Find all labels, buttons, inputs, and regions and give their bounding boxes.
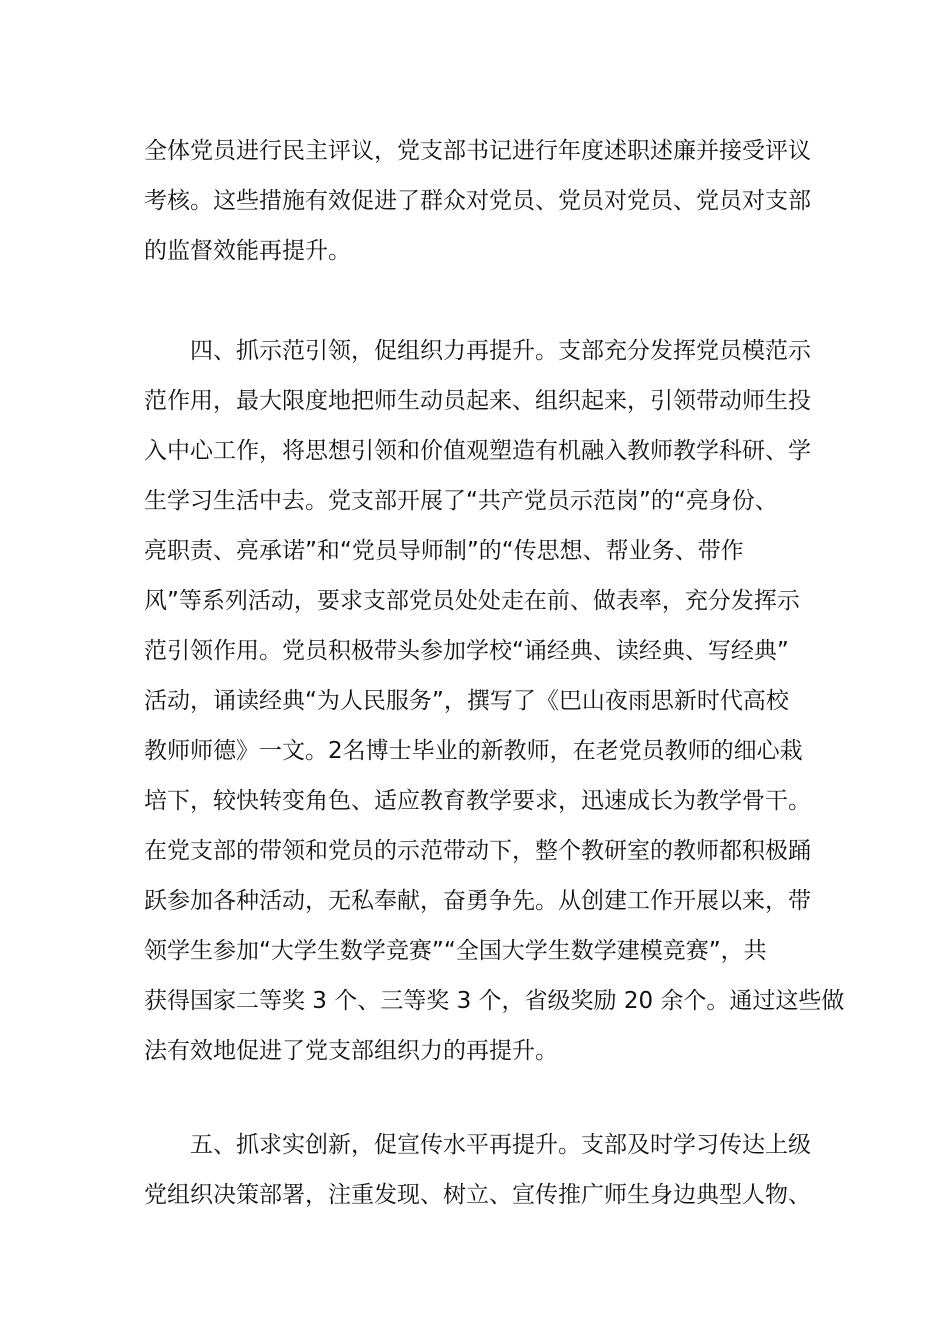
text-line: 的监督效能再提升。 bbox=[144, 238, 351, 264]
text-line: 范引领作用。党员积极带头参加学校“诵经典、读经典、写经典” bbox=[144, 638, 789, 664]
text-line: 党组织决策部署，注重发现、树立、宣传推广师生身边典型人物、 bbox=[144, 1182, 811, 1208]
text-line: 跃参加各种活动，无私奉献，奋勇争先。从创建工作开展以来，带 bbox=[144, 888, 811, 914]
text-line: 在党支部的带领和党员的示范带动下，整个教研室的教师都积极踊 bbox=[144, 838, 811, 864]
text-line: 教师师德》一文。2名博士毕业的新教师，在老党员教师的细心栽 bbox=[144, 738, 803, 764]
paragraph-first-line: 四、抓示范引领，促组织力再提升。支部充分发挥党员模范示 bbox=[190, 338, 811, 364]
paragraph-first-line: 五、抓求实创新，促宣传水平再提升。支部及时学习传达上级 bbox=[190, 1132, 811, 1158]
text-line: 考核。这些措施有效促进了群众对党员、党员对党员、党员对支部 bbox=[144, 188, 811, 214]
text-line: 获得国家二等奖 3 个、三等奖 3 个，省级奖励 20 余个。通过这些做 bbox=[144, 988, 845, 1014]
text-line: 亮职责、亮承诺”和“党员导师制”的“传思想、帮业务、带作 bbox=[144, 538, 744, 564]
text-line: 生学习生活中去。党支部开展了“共产党员示范岗”的“亮身份、 bbox=[144, 488, 778, 514]
text-line: 风”等系列活动，要求支部党员处处走在前、做表率，充分发挥示 bbox=[144, 588, 800, 614]
text-line: 活动，诵读经典“为人民服务”，撰写了《巴山夜雨思新时代高校 bbox=[144, 688, 789, 714]
text-line: 入中心工作，将思想引领和价值观塑造有机融入教师教学科研、学 bbox=[144, 438, 811, 464]
text-line: 培下，较快转变角色、适应教育教学要求，迅速成长为教学骨干。 bbox=[144, 788, 811, 814]
text-line: 范作用，最大限度地把师生动员起来、组织起来，引领带动师生投 bbox=[144, 388, 811, 414]
text-line: 全体党员进行民主评议，党支部书记进行年度述职述廉并接受评议 bbox=[144, 138, 811, 164]
text-line: 领学生参加“大学生数学竞赛”“全国大学生数学建模竞赛”，共 bbox=[144, 938, 767, 964]
text-line: 法有效地促进了党支部组织力的再提升。 bbox=[144, 1038, 558, 1064]
